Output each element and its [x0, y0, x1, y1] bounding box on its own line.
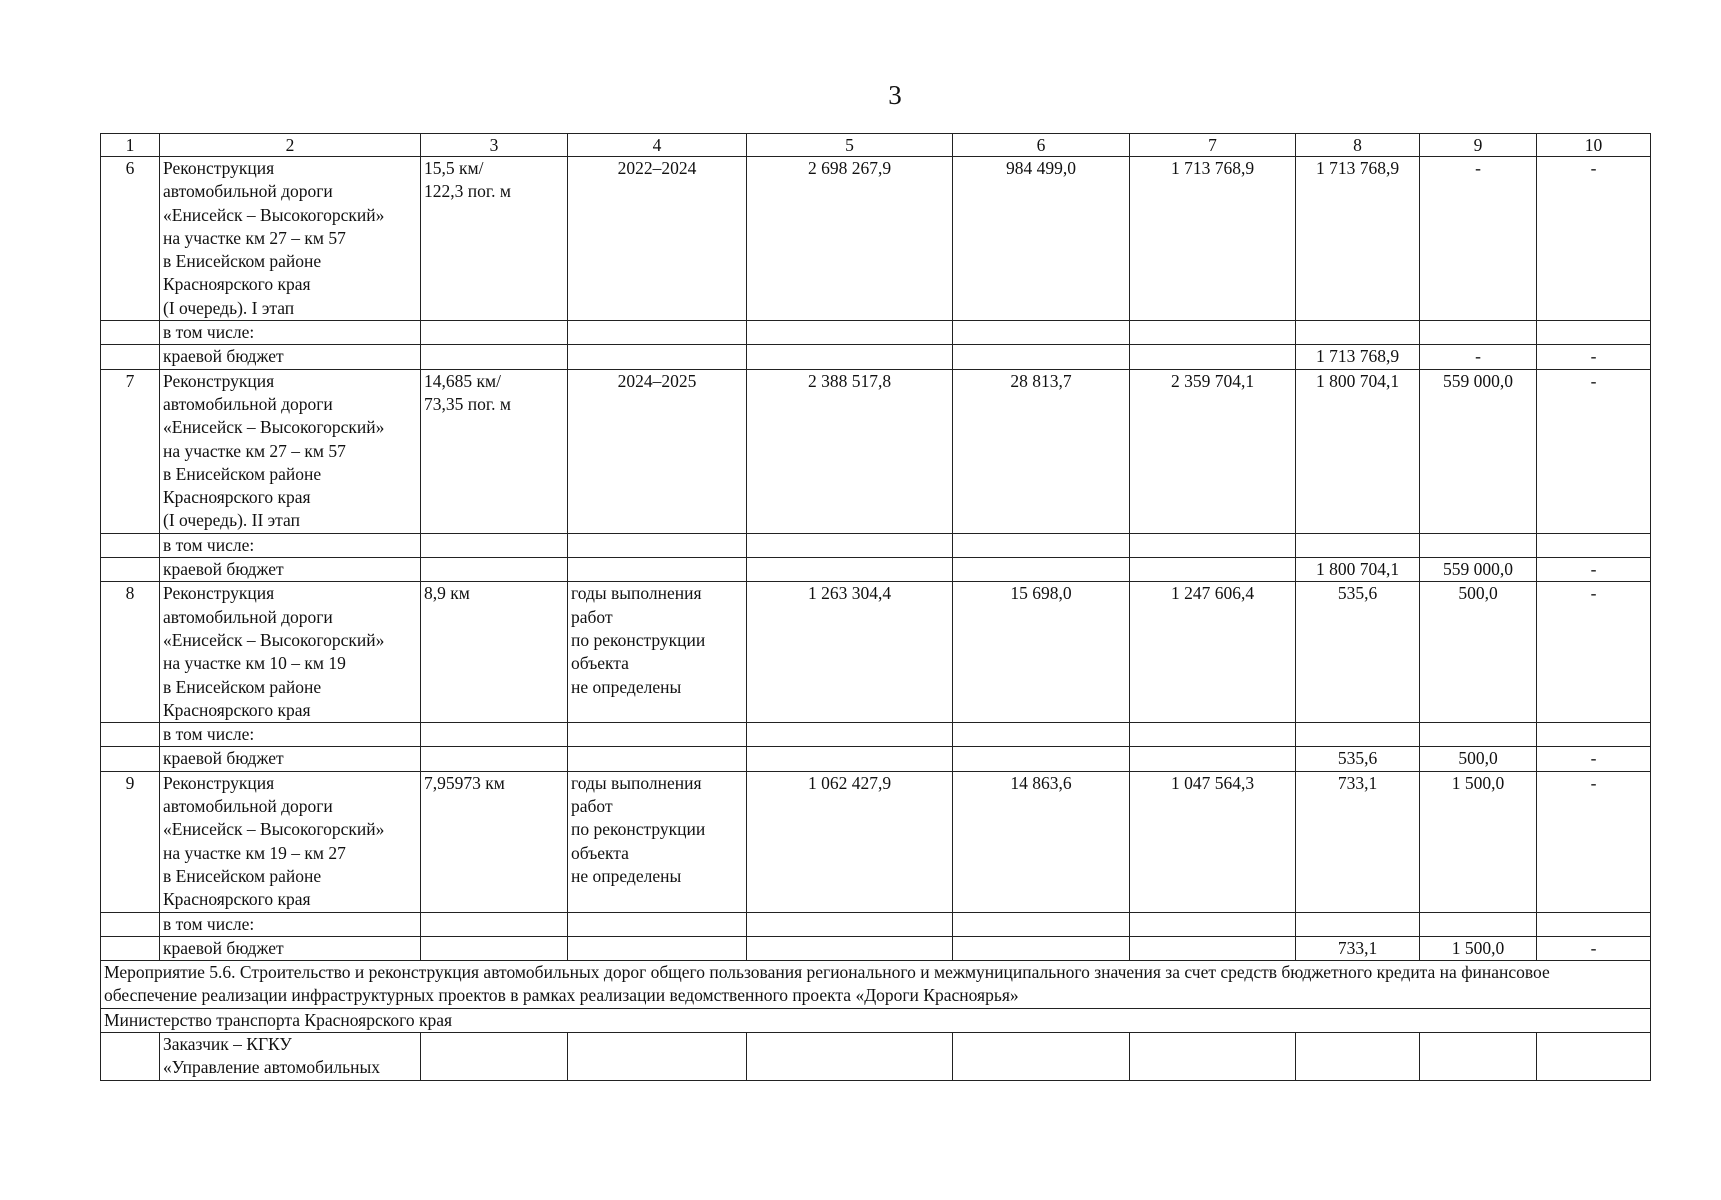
regional-budget-col-8: 1 713 768,9	[1296, 345, 1420, 369]
table-subrow	[101, 321, 1651, 345]
cost-col-7: 1 713 768,9	[1130, 157, 1296, 321]
table-subrow	[101, 558, 1651, 582]
object-name: Реконструкция автомобильной дороги «Енисейск – Высокогорский» на участке км 10 – км 19 в Енисейском районе Красноярского края	[160, 582, 421, 723]
cost-col-7: 1 047 564,3	[1130, 771, 1296, 912]
cost-col-6: 14 863,6	[953, 771, 1130, 912]
object-name: Реконструкция автомобильной дороги «Енисейск – Высокогорский» на участке км 19 – км 27 в Енисейском районе Красноярского края	[160, 771, 421, 912]
page-number: 3	[888, 80, 902, 110]
object-years: годы выполнения работ по реконструкции объекта не определены	[568, 582, 747, 723]
budget-table	[100, 133, 1651, 1081]
cost-col-9: 500,0	[1420, 582, 1537, 723]
object-length: 8,9 км	[421, 582, 568, 723]
column-number-row	[101, 134, 1651, 157]
column-number: 5	[747, 134, 953, 157]
cost-col-7: 2 359 704,1	[1130, 369, 1296, 533]
cost-col-6: 28 813,7	[953, 369, 1130, 533]
regional-budget-col-9: -	[1420, 345, 1537, 369]
row-number: 9	[101, 771, 160, 912]
object-length: 7,95973 км	[421, 771, 568, 912]
subrow-label: в том числе:	[160, 912, 421, 936]
cost-col-7: 1 247 606,4	[1130, 582, 1296, 723]
object-length: 15,5 км/ 122,3 пог. м	[421, 157, 568, 321]
cost-col-10: -	[1537, 157, 1651, 321]
regional-budget-col-10: -	[1537, 558, 1651, 582]
table-row	[101, 369, 1651, 533]
cost-col-9: 1 500,0	[1420, 771, 1537, 912]
subrow-label: краевой бюджет	[160, 747, 421, 771]
column-number: 9	[1420, 134, 1537, 157]
regional-budget-col-9: 1 500,0	[1420, 936, 1537, 960]
regional-budget-col-10: -	[1537, 345, 1651, 369]
column-number: 1	[101, 134, 160, 157]
regional-budget-col-8: 733,1	[1296, 936, 1420, 960]
object-years: 2022–2024	[568, 157, 747, 321]
table-row	[101, 157, 1651, 321]
measure-row	[101, 961, 1651, 1009]
customer-name: Заказчик – КГКУ «Управление автомобильных	[160, 1032, 421, 1080]
row-number: 8	[101, 582, 160, 723]
regional-budget-col-10: -	[1537, 936, 1651, 960]
object-years: годы выполнения работ по реконструкции объекта не определены	[568, 771, 747, 912]
object-name: Реконструкция автомобильной дороги «Енисейск – Высокогорский» на участке км 27 – км 57 в Енисейском районе Красноярского края (I очередь). II этап	[160, 369, 421, 533]
ministry-title: Министерство транспорта Красноярского края	[101, 1008, 1651, 1032]
ministry-row	[101, 1008, 1651, 1032]
subrow-label: краевой бюджет	[160, 936, 421, 960]
regional-budget-col-8: 535,6	[1296, 747, 1420, 771]
cost-col-10: -	[1537, 582, 1651, 723]
cost-col-8: 733,1	[1296, 771, 1420, 912]
column-number: 2	[160, 134, 421, 157]
table-row	[101, 771, 1651, 912]
cost-col-8: 1 713 768,9	[1296, 157, 1420, 321]
total-cost: 1 062 427,9	[747, 771, 953, 912]
subrow-label: в том числе:	[160, 321, 421, 345]
cost-col-6: 984 499,0	[953, 157, 1130, 321]
column-number: 4	[568, 134, 747, 157]
column-number: 3	[421, 134, 568, 157]
cost-col-10: -	[1537, 771, 1651, 912]
cost-col-9: -	[1420, 157, 1537, 321]
regional-budget-col-8: 1 800 704,1	[1296, 558, 1420, 582]
column-number: 7	[1130, 134, 1296, 157]
object-name: Реконструкция автомобильной дороги «Енисейск – Высокогорский» на участке км 27 – км 57 в Енисейском районе Красноярского края (I очередь). I этап	[160, 157, 421, 321]
column-number: 10	[1537, 134, 1651, 157]
table-subrow	[101, 723, 1651, 747]
table-row	[101, 582, 1651, 723]
regional-budget-col-9: 559 000,0	[1420, 558, 1537, 582]
table-subrow	[101, 747, 1651, 771]
subrow-label: краевой бюджет	[160, 558, 421, 582]
table-subrow	[101, 533, 1651, 557]
table-subrow	[101, 912, 1651, 936]
cost-col-8: 535,6	[1296, 582, 1420, 723]
measure-title: Мероприятие 5.6. Строительство и реконструкция автомобильных дорог общего пользования регионального и межмуниципального значения за счет средств бюджетного кредита на финансовое обеспечение реализации инфраструктурных проектов в рамках реализации ведомственного проекта «Дороги Красноярья»	[101, 961, 1651, 1009]
subrow-label: краевой бюджет	[160, 345, 421, 369]
object-length: 14,685 км/ 73,35 пог. м	[421, 369, 568, 533]
cost-col-9: 559 000,0	[1420, 369, 1537, 533]
total-cost: 2 698 267,9	[747, 157, 953, 321]
regional-budget-col-9: 500,0	[1420, 747, 1537, 771]
subrow-label: в том числе:	[160, 533, 421, 557]
total-cost: 2 388 517,8	[747, 369, 953, 533]
column-number: 6	[953, 134, 1130, 157]
cost-col-10: -	[1537, 369, 1651, 533]
cost-col-6: 15 698,0	[953, 582, 1130, 723]
row-number: 7	[101, 369, 160, 533]
object-years: 2024–2025	[568, 369, 747, 533]
table-row	[101, 1032, 1651, 1080]
column-number: 8	[1296, 134, 1420, 157]
table-subrow	[101, 936, 1651, 960]
row-number: 6	[101, 157, 160, 321]
cost-col-8: 1 800 704,1	[1296, 369, 1420, 533]
total-cost: 1 263 304,4	[747, 582, 953, 723]
table-subrow	[101, 345, 1651, 369]
regional-budget-col-10: -	[1537, 747, 1651, 771]
subrow-label: в том числе:	[160, 723, 421, 747]
